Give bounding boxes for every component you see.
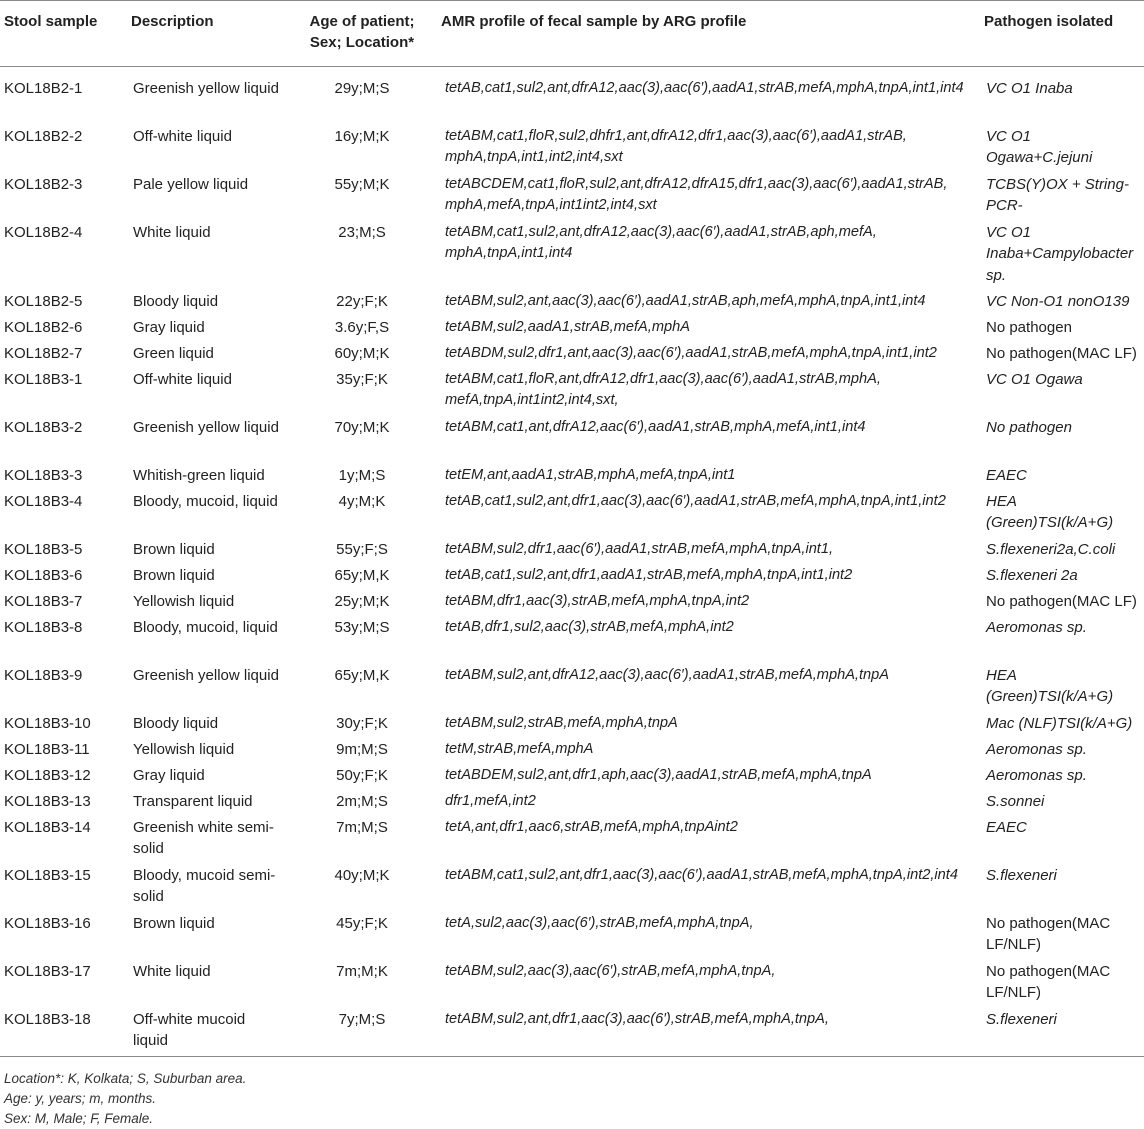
table-row <box>0 814 1144 862</box>
cell-stool-sample: KOL18B3-14 <box>4 818 91 836</box>
cell-amr-profile: tetABDM,sul2,dfr1,ant,aac(3),aac(6′),aadA1,strAB,mefA,mphA,tnpA,int1,int2 <box>445 344 937 361</box>
cell-pathogen: S.flexeneri <box>980 1006 1144 1056</box>
footnote-age: Age: y, years; m, months. <box>4 1091 157 1106</box>
footnote-sex: Sex: M, Male; F, Female. <box>4 1111 154 1126</box>
cell-pathogen: HEA (Green)TSI(k/A+G) <box>986 492 1114 531</box>
table-row <box>0 171 1144 219</box>
cell-stool-sample: KOL18B3-7 <box>4 592 83 610</box>
cell-amr-profile: tetABM,sul2,ant,dfr1,aac(3),aac(6′),strAB,mefA,mphA,tnpA, <box>437 1006 980 1056</box>
cell-amr-profile: tetABM,cat1,sul2,ant,dfrA12,aac(3),aac(6′),aadA1,strAB,aph,mefA, mphA,tnpA,int1,int4 <box>445 223 877 261</box>
cell-stool-sample: KOL18B3-2 <box>4 418 83 436</box>
cell-age-sex-location: 60y;M;K <box>334 344 390 362</box>
cell-age-sex-location: 53y;M;S <box>334 618 390 636</box>
cell-amr-profile: tetABM,cat1,floR,ant,dfrA12,dfr1,aac(3),aac(6′),aadA1,strAB,mphA, mefA,tnpA,int1int2,int4,sxt, <box>445 370 881 408</box>
cell-pathogen: Mac (NLF)TSI(k/A+G) <box>986 714 1133 732</box>
cell-pathogen: Aeromonas sp. <box>986 766 1087 784</box>
cell-pathogen: EAEC <box>986 466 1027 484</box>
cell-amr-profile: tetAB,cat1,sul2,ant,dfrA12,aac(3),aac(6′),aadA1,strAB,mefA,mphA,tnpA,int1,int4 <box>445 79 964 96</box>
table-row <box>0 910 1144 958</box>
cell-stool-sample: KOL18B3-11 <box>4 740 90 758</box>
table-row <box>0 736 1144 762</box>
cell-pathogen: VC O1 Ogawa+C.jejuni <box>986 127 1093 166</box>
cell-description: Bloody liquid <box>133 292 219 310</box>
table-row <box>0 288 1144 314</box>
table-row <box>0 75 1144 123</box>
cell-stool-sample: KOL18B3-4 <box>4 492 83 510</box>
cell-description: Gray liquid <box>133 318 205 336</box>
cell-amr-profile: tetABDEM,sul2,ant,dfr1,aph,aac(3),aadA1,strAB,mefA,mphA,tnpA <box>445 766 872 783</box>
cell-pathogen: No pathogen(MAC LF/NLF) <box>986 962 1111 1001</box>
table-footnotes <box>4 1069 246 1129</box>
cell-pathogen: No pathogen <box>986 418 1072 436</box>
cell-stool-sample: KOL18B3-12 <box>4 766 91 784</box>
table-row <box>0 1006 1144 1056</box>
table-row <box>0 614 1144 662</box>
cell-age-sex-location: 65y;M,K <box>334 566 390 584</box>
cell-description: Pale yellow liquid <box>133 175 249 193</box>
cell-pathogen: VC O1 Inaba+Campylobacter sp. <box>986 223 1134 284</box>
cell-stool-sample: KOL18B2-4 <box>4 223 83 241</box>
cell-pathogen: TCBS(Y)OX + String-PCR- <box>986 175 1129 214</box>
cell-stool-sample: KOL18B3-5 <box>4 540 83 558</box>
cell-stool-sample: KOL18B2-7 <box>4 344 83 362</box>
cell-pathogen: S.sonnei <box>986 792 1045 810</box>
cell-stool-sample: KOL18B3-13 <box>4 792 91 810</box>
table-row <box>0 562 1144 588</box>
cell-amr-profile: tetABCDEM,cat1,floR,sul2,ant,dfrA12,dfrA15,dfr1,aac(3),aac(6′),aadA1,strAB, mphA,mefA,tnpA,int1int2,int4,sxt <box>445 175 948 213</box>
cell-stool-sample: KOL18B3-18 <box>0 1006 127 1056</box>
cell-description: Yellowish liquid <box>133 740 235 758</box>
cell-description: Off-white liquid <box>133 127 232 145</box>
table-row <box>0 662 1144 710</box>
table-row <box>0 862 1144 910</box>
cell-description: Greenish white semi-solid <box>133 818 274 857</box>
cell-age-sex-location: 29y;M;S <box>334 79 390 97</box>
table-header-row <box>0 1 1144 67</box>
cell-pathogen: S.flexeneri2a,C.coli <box>986 540 1116 558</box>
cell-age-sex-location: 7y;M;S <box>287 1006 437 1056</box>
cell-description: Brown liquid <box>133 540 215 558</box>
cell-description: Bloody, mucoid, liquid <box>133 618 278 636</box>
cell-pathogen: VC O1 Inaba <box>986 79 1073 97</box>
cell-stool-sample: KOL18B3-10 <box>4 714 91 732</box>
cell-description: Brown liquid <box>133 566 215 584</box>
cell-description: Bloody, mucoid semi-solid <box>133 866 276 905</box>
table-row <box>0 488 1144 536</box>
cell-description: Bloody, mucoid, liquid <box>133 492 278 510</box>
cell-description: White liquid <box>133 223 211 241</box>
cell-amr-profile: tetABM,cat1,floR,sul2,dhfr1,ant,dfrA12,dfr1,aac(3),aac(6′),aadA1,strAB, mphA,tnpA,int1,int2,int4,sxt <box>445 127 907 165</box>
table-row <box>0 219 1144 288</box>
cell-age-sex-location: 55y;M;K <box>334 175 390 193</box>
cell-amr-profile: tetABM,sul2,ant,aac(3),aac(6′),aadA1,strAB,aph,mefA,mphA,tnpA,int1,int4 <box>445 292 926 309</box>
cell-stool-sample: KOL18B2-6 <box>4 318 83 336</box>
header-age-line2: Sex; Location* <box>309 34 415 51</box>
cell-age-sex-location: 70y;M;K <box>334 418 390 436</box>
cell-stool-sample: KOL18B2-2 <box>4 127 83 145</box>
cell-stool-sample: KOL18B3-9 <box>4 666 83 684</box>
cell-age-sex-location: 50y;F;K <box>336 766 388 784</box>
footnote-location: Location*: K, Kolkata; S, Suburban area. <box>4 1071 247 1086</box>
cell-stool-sample: KOL18B3-8 <box>4 618 83 636</box>
cell-stool-sample: KOL18B3-6 <box>4 566 83 584</box>
cell-amr-profile: tetAB,cat1,sul2,ant,dfr1,aac(3),aac(6′),aadA1,strAB,mefA,mphA,tnpA,int1,int2 <box>445 492 946 509</box>
cell-stool-sample: KOL18B3-1 <box>4 370 83 388</box>
table-row <box>0 958 1144 1006</box>
table-row <box>0 366 1144 414</box>
cell-age-sex-location: 2m;M;S <box>336 792 388 810</box>
table-body <box>0 67 1144 1057</box>
header-description: Description <box>131 13 214 30</box>
table-row <box>0 414 1144 462</box>
header-age-sex-location <box>287 1 437 67</box>
cell-amr-profile: tetABM,sul2,aadA1,strAB,mefA,mphA <box>445 318 690 335</box>
cell-age-sex-location: 16y;M;K <box>334 127 390 145</box>
cell-stool-sample: KOL18B3-16 <box>4 914 91 932</box>
cell-age-sex-location: 4y;M;K <box>338 492 386 510</box>
cell-amr-profile: tetAB,dfr1,sul2,aac(3),strAB,mefA,mphA,int2 <box>445 618 734 635</box>
cell-amr-profile: tetABM,dfr1,aac(3),strAB,mefA,mphA,tnpA,int2 <box>445 592 750 609</box>
cell-amr-profile: tetABM,sul2,ant,dfrA12,aac(3),aac(6′),aadA1,strAB,mefA,mphA,tnpA <box>445 666 890 683</box>
table-row <box>0 462 1144 488</box>
table-row <box>0 588 1144 614</box>
cell-pathogen: No pathogen <box>986 318 1072 336</box>
cell-pathogen: Aeromonas sp. <box>986 740 1087 758</box>
cell-age-sex-location: 30y;F;K <box>336 714 388 732</box>
table-row <box>0 123 1144 171</box>
table-row <box>0 314 1144 340</box>
cell-description: Gray liquid <box>133 766 205 784</box>
table-row <box>0 536 1144 562</box>
header-pathogen: Pathogen isolated <box>984 13 1114 30</box>
cell-description: Off-white mucoid liquid <box>127 1006 287 1056</box>
table-row <box>0 710 1144 736</box>
cell-description: Yellowish liquid <box>133 592 235 610</box>
cell-amr-profile: tetABM,cat1,sul2,ant,dfr1,aac(3),aac(6′),aadA1,strAB,mefA,mphA,tnpA,int2,int4 <box>445 866 958 883</box>
header-amr-profile: AMR profile of fecal sample by ARG profile <box>441 13 747 30</box>
cell-description: Greenish yellow liquid <box>133 79 279 97</box>
cell-age-sex-location: 65y;M,K <box>334 666 390 684</box>
cell-pathogen: S.flexeneri <box>986 866 1057 884</box>
cell-pathogen: S.flexeneri 2a <box>986 566 1078 584</box>
cell-age-sex-location: 35y;F;K <box>336 370 388 388</box>
cell-age-sex-location: 45y;F;K <box>336 914 388 932</box>
cell-amr-profile: tetABM,cat1,ant,dfrA12,aac(6′),aadA1,strAB,mphA,mefA,int1,int4 <box>445 418 866 435</box>
cell-amr-profile: tetA,ant,dfr1,aac6,strAB,mefA,mphA,tnpAint2 <box>445 818 738 835</box>
cell-age-sex-location: 3.6y;F,S <box>334 318 390 336</box>
cell-pathogen: VC O1 Ogawa <box>986 370 1083 388</box>
cell-amr-profile: tetABM,sul2,aac(3),aac(6′),strAB,mefA,mphA,tnpA, <box>445 962 776 979</box>
cell-pathogen: No pathogen(MAC LF/NLF) <box>986 914 1111 953</box>
cell-stool-sample: KOL18B3-15 <box>4 866 91 884</box>
cell-age-sex-location: 55y;F;S <box>336 540 388 558</box>
cell-pathogen: HEA (Green)TSI(k/A+G) <box>986 666 1114 705</box>
table-row <box>0 762 1144 788</box>
cell-pathogen: VC Non-O1 nonO139 <box>986 292 1130 310</box>
cell-age-sex-location: 40y;M;K <box>334 866 390 884</box>
cell-description: Bloody liquid <box>133 714 219 732</box>
cell-amr-profile: tetEM,ant,aadA1,strAB,mphA,mefA,tnpA,int1 <box>445 466 736 483</box>
cell-stool-sample: KOL18B2-1 <box>4 79 83 97</box>
cell-description: Greenish yellow liquid <box>133 666 279 684</box>
cell-age-sex-location: 22y;F;K <box>336 292 388 310</box>
cell-age-sex-location: 25y;M;K <box>334 592 390 610</box>
cell-pathogen: No pathogen(MAC LF) <box>986 592 1137 610</box>
cell-description: Off-white liquid <box>133 370 232 388</box>
cell-stool-sample: KOL18B3-17 <box>4 962 91 980</box>
cell-description: Green liquid <box>133 344 214 362</box>
cell-age-sex-location: 7m;M;K <box>336 962 388 980</box>
cell-description: Greenish yellow liquid <box>133 418 279 436</box>
cell-amr-profile: tetM,strAB,mefA,mphA <box>445 740 594 757</box>
cell-stool-sample: KOL18B3-3 <box>4 466 83 484</box>
cell-description: Whitish-green liquid <box>133 466 265 484</box>
header-stool-sample: Stool sample <box>4 13 98 30</box>
cell-pathogen: EAEC <box>986 818 1027 836</box>
cell-amr-profile: tetABM,sul2,dfr1,aac(6′),aadA1,strAB,mefA,mphA,tnpA,int1, <box>445 540 834 557</box>
cell-description: White liquid <box>133 962 211 980</box>
cell-amr-profile: tetA,sul2,aac(3),aac(6′),strAB,mefA,mphA,tnpA, <box>445 914 754 931</box>
cell-stool-sample: KOL18B2-5 <box>4 292 83 310</box>
table-row <box>0 340 1144 366</box>
cell-age-sex-location: 7m;M;S <box>336 818 388 836</box>
cell-description: Transparent liquid <box>133 792 253 810</box>
cell-age-sex-location: 9m;M;S <box>336 740 388 758</box>
cell-pathogen: No pathogen(MAC LF) <box>986 344 1137 362</box>
header-age-line1: Age of patient; <box>309 13 415 30</box>
cell-age-sex-location: 23;M;S <box>338 223 386 241</box>
cell-pathogen: Aeromonas sp. <box>986 618 1087 636</box>
cell-age-sex-location: 1y;M;S <box>338 466 386 484</box>
cell-amr-profile: dfr1,mefA,int2 <box>445 792 536 809</box>
cell-amr-profile: tetAB,cat1,sul2,ant,dfr1,aadA1,strAB,mefA,mphA,tnpA,int1,int2 <box>445 566 853 583</box>
cell-amr-profile: tetABM,sul2,strAB,mefA,mphA,tnpA <box>445 714 678 731</box>
table-row <box>0 788 1144 814</box>
cell-description: Brown liquid <box>133 914 215 932</box>
cell-stool-sample: KOL18B2-3 <box>4 175 83 193</box>
